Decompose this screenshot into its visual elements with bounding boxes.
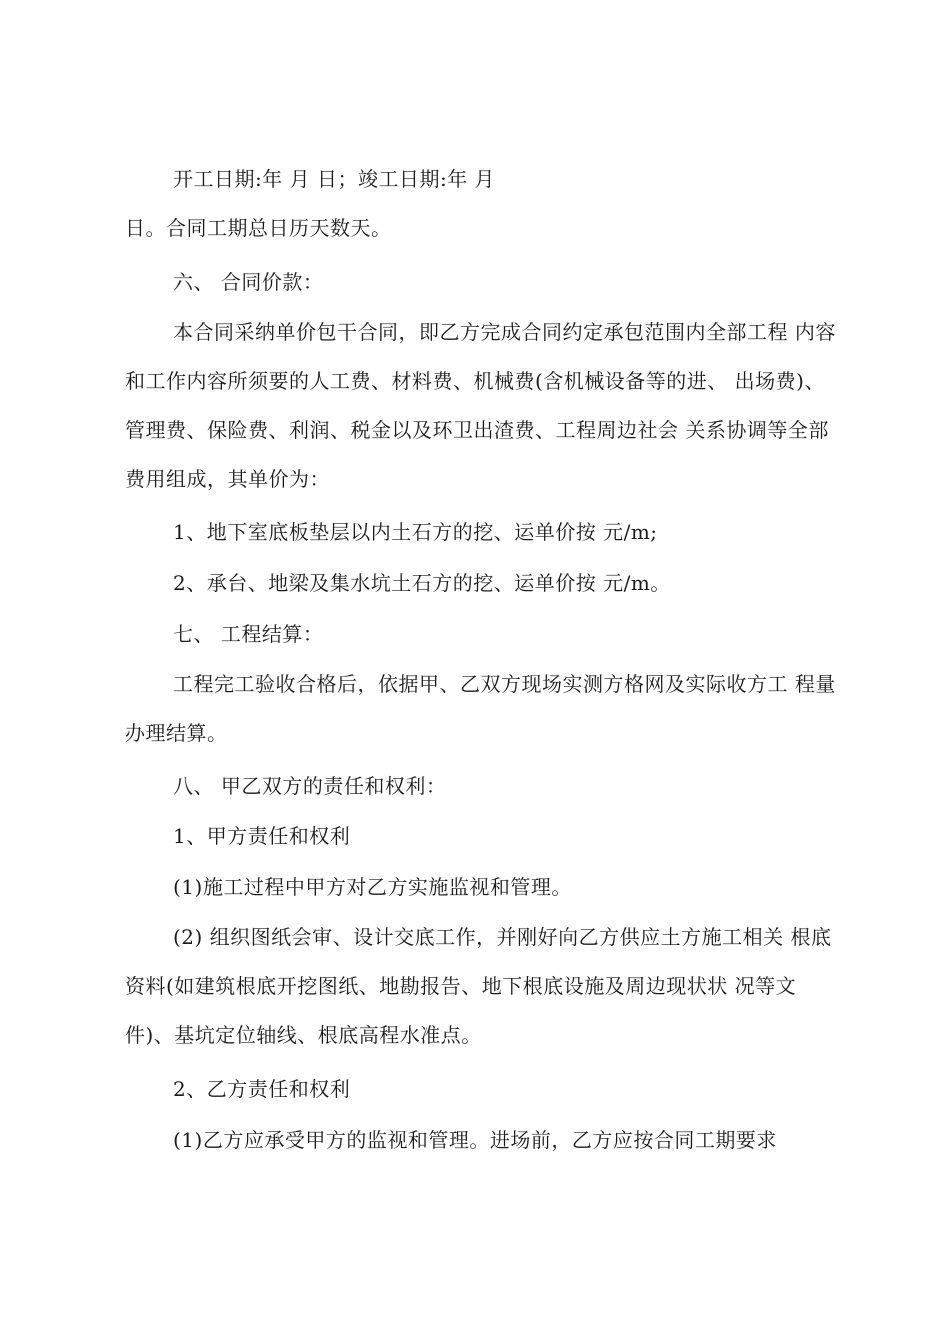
paragraph-line: 本合同采纳单价包干合同，即乙方完成合同约定承包范围内全部工程 内容 (173, 320, 836, 344)
subheading-party-b: 2、乙方责任和权利 (173, 1077, 351, 1101)
paragraph-line: (1)乙方应承受甲方的监视和管理。进场前，乙方应按合同工期要求 (173, 1128, 777, 1152)
paragraph-line: 费用组成，其单价为： (125, 467, 330, 491)
paragraph-line: 件)、基坑定位轴线、根底高程水准点。 (125, 1023, 482, 1047)
start-end-date-line: 开工日期:年 月 日；竣工日期:年 月 (173, 167, 496, 191)
section-heading-contract-price: 六、 合同价款： (173, 270, 324, 294)
paragraph-line: 资料(如建筑根底开挖图纸、地勘报告、地下根底设施及周边现状状 况等文 (125, 974, 797, 998)
paragraph-line: 和工作内容所须要的人工费、材料费、机械费(含机械设备等的进、 出场费)、 (125, 369, 825, 393)
subheading-party-a: 1、甲方责任和权利 (173, 824, 351, 848)
contract-duration-line: 日。合同工期总日历天数天。 (125, 216, 392, 240)
paragraph-line: (2) 组织图纸会审、设计交底工作，并刚好向乙方供应土方施工相关 根底 (173, 925, 832, 949)
paragraph-line: 办理结算。 (125, 721, 228, 745)
paragraph-line: 管理费、保险费、利润、税金以及环卫出渣费、工程周边社会 关系协调等全部 (125, 418, 829, 442)
list-item: (1)施工过程中甲方对乙方实施监视和管理。 (173, 875, 572, 899)
list-item: 2、承台、地梁及集水坑土石方的挖、运单价按 元/m。 (173, 571, 671, 595)
section-heading-settlement: 七、 工程结算： (173, 622, 324, 646)
section-heading-responsibilities: 八、 甲乙双方的责任和权利： (173, 774, 447, 798)
paragraph-line: 工程完工验收合格后，依据甲、乙双方现场实测方格网及实际收方工 程量 (173, 672, 836, 696)
list-item: 1、地下室底板垫层以内土石方的挖、运单价按 元/m; (173, 520, 658, 544)
